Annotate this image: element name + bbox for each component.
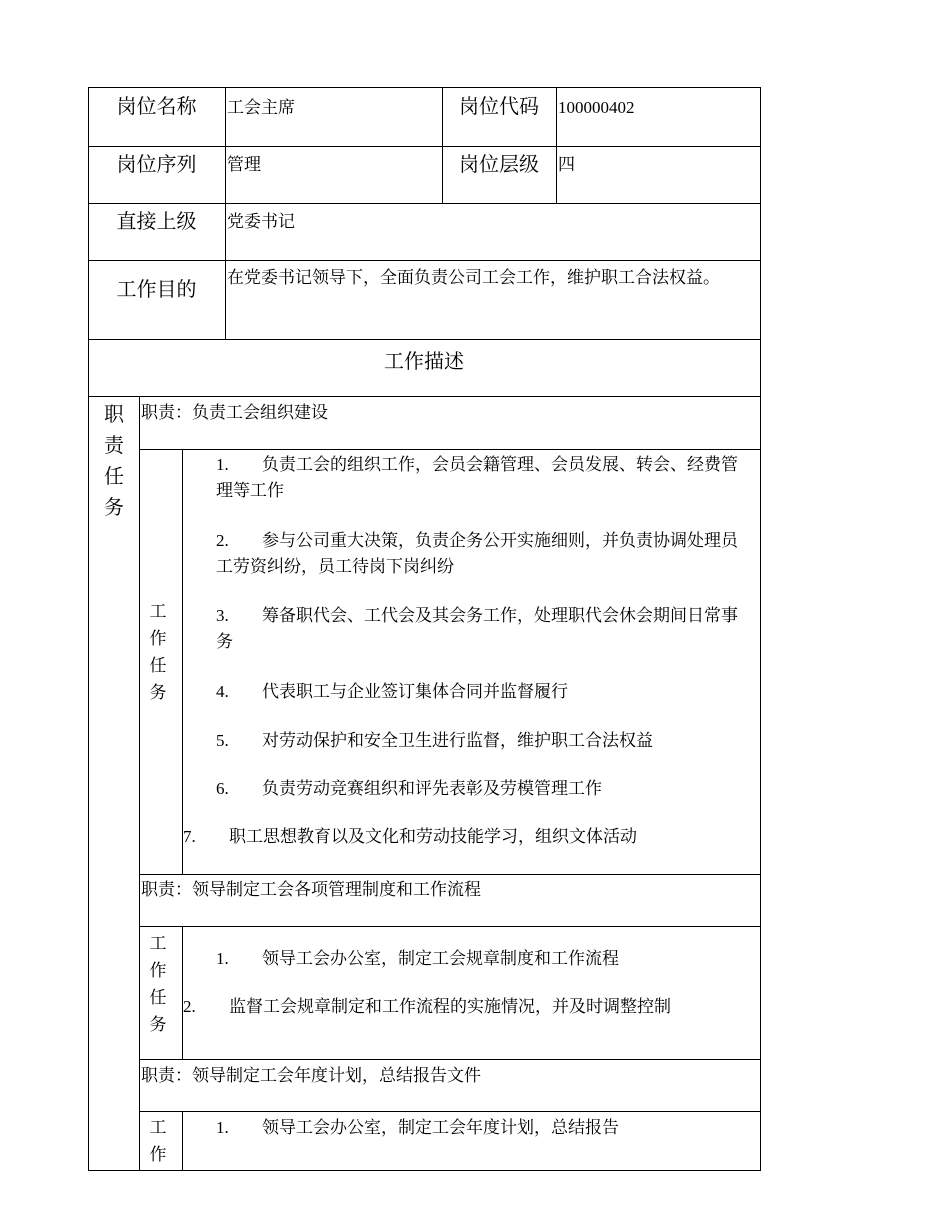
position-code-value: 100000402 <box>558 98 635 117</box>
row-divider <box>139 449 761 450</box>
task-item: 6. 负责劳动竞赛组织和评先表彰及劳模管理工作 <box>216 779 602 798</box>
task-item: 4. 代表职工与企业签订集体合同并监督履行 <box>216 682 568 701</box>
col-divider <box>225 87 226 340</box>
col-divider <box>182 449 183 875</box>
row-divider <box>88 260 761 261</box>
row-divider <box>88 396 761 397</box>
task-item: 1. 领导工会办公室，制定工会规章制度和工作流程 <box>216 949 619 968</box>
row-divider <box>139 926 761 927</box>
level-value: 四 <box>558 155 575 174</box>
duty-title: 职责：领导制定工会各项管理制度和工作流程 <box>141 880 481 899</box>
position-name-label: 岗位名称 <box>116 96 197 118</box>
sequence-label: 岗位序列 <box>116 154 197 176</box>
col-divider <box>556 87 557 204</box>
task-side-label: 工 作 任 务 <box>149 602 167 702</box>
task-item: 3. 筹备职代会、工代会及其会务工作，处理职代会休会期间日常事务 <box>216 606 738 651</box>
position-name-value: 工会主席 <box>227 98 295 117</box>
task-side-label: 工 作 任 务 <box>149 934 167 1034</box>
row-divider <box>139 874 761 875</box>
level-label: 岗位层级 <box>459 154 539 176</box>
description-title: 工作描述 <box>384 351 464 373</box>
task-item: 1. 负责工会的组织工作，会员会籍管理、会员发展、转会、经费管理等工作 <box>216 455 738 500</box>
row-divider <box>88 146 761 147</box>
col-divider <box>182 1111 183 1171</box>
task-side-label: 工 作 <box>149 1118 167 1164</box>
task-item: 2. 监督工会规章制定和工作流程的实施情况，并及时调整控制 <box>183 997 671 1016</box>
row-divider <box>88 203 761 204</box>
task-item: 1. 领导工会办公室，制定工会年度计划，总结报告 <box>216 1118 619 1137</box>
row-divider <box>88 339 761 340</box>
duty-side-label: 职 责 任 务 <box>104 404 124 519</box>
col-divider <box>182 926 183 1060</box>
purpose-label: 工作目的 <box>116 279 197 301</box>
duty-title: 职责：负责工会组织建设 <box>141 403 328 422</box>
row-divider <box>139 1111 761 1112</box>
task-item: 7. 职工思想教育以及文化和劳动技能学习，组织文体活动 <box>183 827 637 846</box>
position-code-label: 岗位代码 <box>459 96 539 118</box>
sequence-value: 管理 <box>227 155 261 174</box>
row-divider <box>139 1059 761 1060</box>
task-item: 2. 参与公司重大决策，负责企务公开实施细则，并负责协调处理员工劳资纠纷，员工待岗下岗纠纷 <box>216 531 738 576</box>
duty-title: 职责：领导制定工会年度计划，总结报告文件 <box>141 1066 481 1085</box>
superior-value: 党委书记 <box>227 212 295 231</box>
superior-label: 直接上级 <box>116 211 197 233</box>
task-item: 5. 对劳动保护和安全卫生进行监督，维护职工合法权益 <box>216 731 653 750</box>
purpose-value: 在党委书记领导下，全面负责公司工会工作，维护职工合法权益。 <box>227 268 720 287</box>
col-divider <box>139 396 140 1171</box>
